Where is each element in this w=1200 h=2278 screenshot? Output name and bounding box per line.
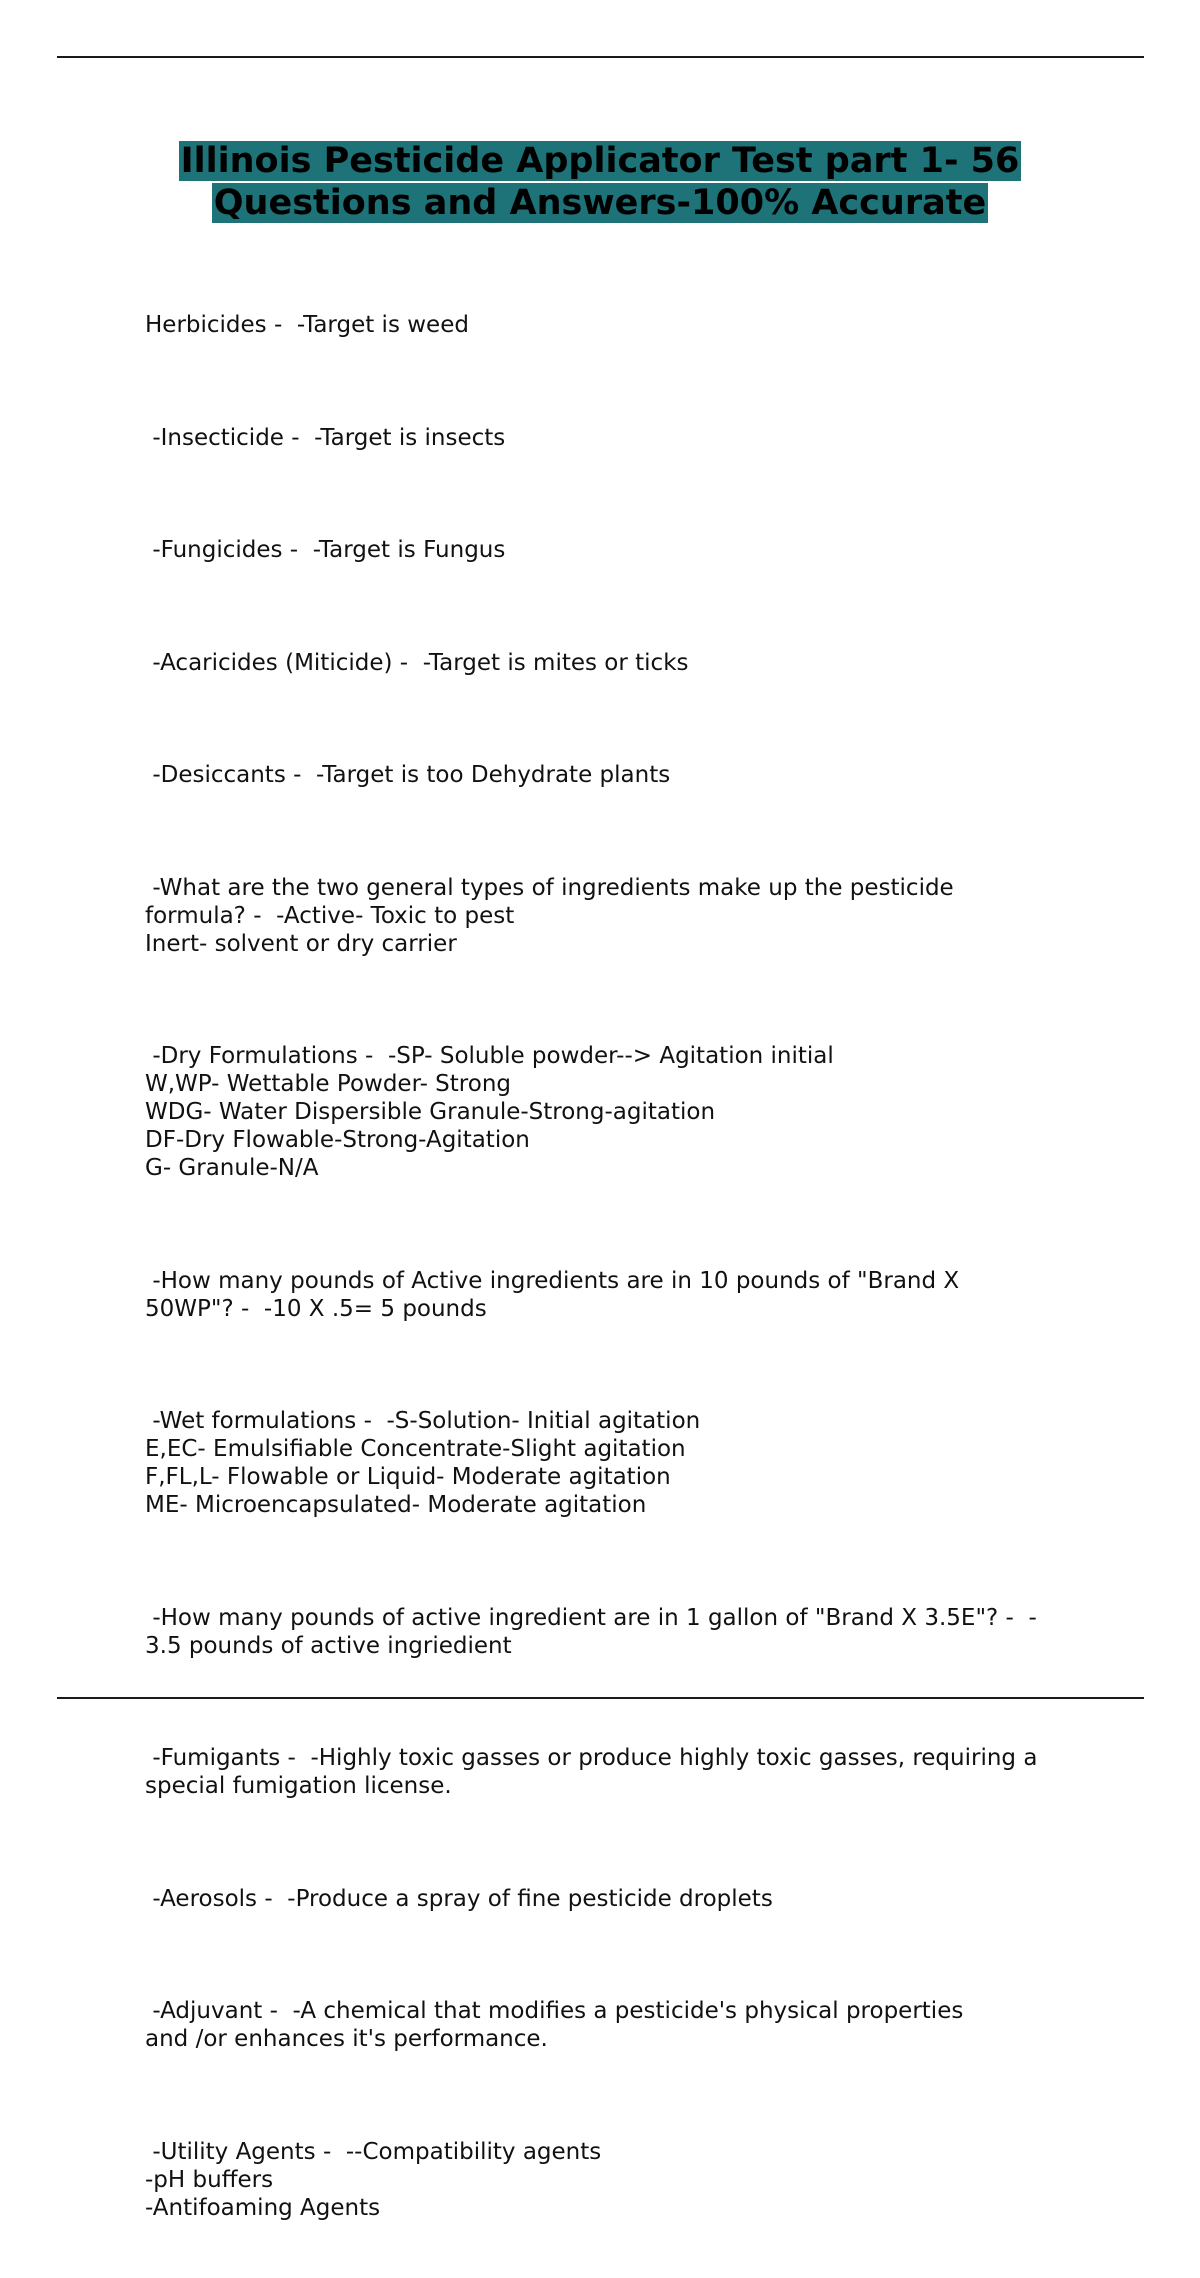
title-line-2: Questions and Answers-100% Accurate: [213, 183, 987, 223]
qa-entry: -Dry Formulations - -SP- Soluble powder--> Agitation initial W,WP- Wettable Powder- Strong WDG- Water Dispersible Granule-Strong-agitation DF-Dry Flowable-Strong-Agitation G- Granule-N/A: [145, 1043, 834, 1181]
qa-entry: -Insecticide - -Target is insects: [145, 424, 506, 451]
title-line-1: Illinois Pesticide Applicator Test part 1- 56: [180, 141, 1020, 181]
qa-entry: -Adjuvant - -A chemical that modifies a pesticide's physical properties and /or enhances it's performance.: [145, 1998, 964, 2052]
qa-entry: Herbicides - -Target is weed: [145, 312, 469, 338]
qa-entry: -How many pounds of active ingredient are in 1 gallon of "Brand X 3.5E"? - - 3.5 pounds of active ingriedient: [145, 1604, 1037, 1659]
qa-entry: -Utility Agents - --Compatibility agents -pH buffers -Antifoaming Agents: [145, 2138, 602, 2221]
qa-entry: -How many pounds of Active ingredients are in 10 pounds of "Brand X 50WP"? - -10 X .5= 5 pounds: [145, 1267, 960, 1322]
bottom-rule: [57, 1697, 1144, 1699]
qa-entry: -Wet formulations - -S-Solution- Initial agitation E,EC- Emulsifiable Concentrate-Slight agitation F,FL,L- Flowable or Liquid- Moderate agitation ME- Microencapsulated- Moderate agitation: [145, 1408, 701, 1518]
qa-entry: -Fungicides - -Target is Fungus: [145, 537, 506, 563]
qa-entry: -Fumigants - -Highly toxic gasses or produce highly toxic gasses, requiring a special fumigation license.: [145, 1745, 1038, 1799]
qa-entry: -Desiccants - -Target is too Dehydrate plants: [145, 762, 671, 788]
top-rule: [57, 56, 1144, 58]
qa-entry: -Acaricides (Miticide) - -Target is mites or ticks: [145, 649, 689, 676]
document-title: [0, 140, 1200, 224]
qa-list: [145, 255, 1105, 2278]
qa-entry: -Aerosols - -Produce a spray of fine pesticide droplets: [145, 1885, 773, 1912]
qa-entry: -What are the two general types of ingredients make up the pesticide formula? - -Active- Toxic to pest Inert- solvent or dry carrier: [145, 874, 954, 957]
